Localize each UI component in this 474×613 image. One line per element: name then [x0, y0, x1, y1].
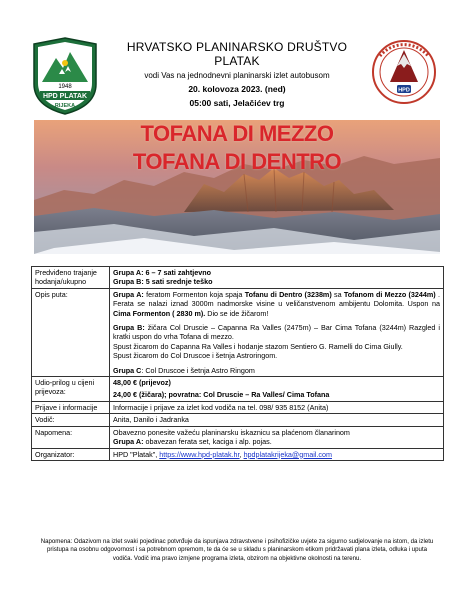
- group-c-paragraph: Grupa C: Col Druscoe i šetnja Astro Ringom: [113, 365, 255, 375]
- note-row: [32, 426, 444, 448]
- price-line-1: 48,00 € (prijevoz): [113, 378, 171, 388]
- signup-value: Informacije i prijave za izlet kod vodiča na tel. 098/ 935 8152 (Anita): [110, 401, 444, 413]
- banner-title-2: TOFANA DI DENTRO: [132, 149, 342, 174]
- svg-text:1948: 1948: [58, 84, 72, 90]
- price-row: [32, 377, 444, 402]
- org-name-2: PLATAK: [214, 54, 260, 68]
- disclaimer-footer: Napomena: Odazivom na izlet svaki pojedinac potvrđuje da ispunjava zdravstvene i psihofizičke uvjete za sigurno sudjelovanje na istom, da izletu pristupa na osobnu odgovornost i sa potrebnom opremom, te da će se u skladu s planinarskom etikom pridržavati plana izleta, odluka i uputa vodiča. Vodič ima pravo izmjene programa izleta, obzirom na objektivne okolnosti na terenu.: [40, 538, 434, 562]
- price-label: Udio-prilog u cijeni prijevoza:: [32, 377, 110, 402]
- trip-time-place: 05:00 sati, Jelačićev trg: [189, 98, 285, 108]
- group-b-line-3: Spust žicarom do Col Druscoe i šetnja Astroringom.: [113, 351, 278, 361]
- duration-group-a: Grupa A: 6 – 7 sati zahtjevno: [113, 268, 211, 277]
- description-value: [110, 288, 444, 376]
- guide-value: Anita, Danilo i Jadranka: [110, 414, 444, 426]
- guide-label: Vodič:: [32, 414, 110, 426]
- duration-label: Predviđeno trajanje hodanja/ukupno: [32, 267, 110, 289]
- note-line-2: Grupa A: obavezan ferata set, kaciga i alp. pojas.: [113, 437, 272, 447]
- org-name: HRVATSKO PLANINARSKO DRUŠTVO: [126, 40, 348, 54]
- svg-text:RIJEKA: RIJEKA: [54, 103, 76, 109]
- trip-date: 20. kolovoza 2023. (ned): [188, 84, 286, 94]
- banner-title-1: TOFANA DI MEZZO: [140, 121, 334, 146]
- price-line-2: 24,00 € (žičara); povratna: Col Druscie – Ra Valles/ Cima Tofana: [113, 390, 330, 400]
- hpd-platak-logo: [30, 36, 100, 116]
- mountain-photo-banner: [34, 120, 440, 254]
- organizer-value: HPD "Platak", https://www.hpd-platak.hr, hpdplatakrijeka@gmail.com: [110, 448, 444, 460]
- description-row: [32, 288, 444, 376]
- duration-group-b: Grupa B: 5 sati srednje teško: [113, 277, 213, 287]
- organizer-label: Organizator:: [32, 448, 110, 460]
- signup-label: Prijave i informacije: [32, 401, 110, 413]
- group-b-paragraph: Grupa B: žičara Col Druscie – Capanna Ra Valles (2475m) – Bar Cima Tofana (3244m) Razgled i kratki uspon do vrha Tofana di mezzo.: [113, 323, 440, 342]
- guide-row: [32, 414, 444, 426]
- signup-row: [32, 401, 444, 413]
- description-label: Opis puta:: [32, 288, 110, 376]
- duration-row: [32, 267, 444, 289]
- invite-text: vodi Vas na jednodnevni planinarski izlet autobusom: [144, 71, 330, 80]
- email-link[interactable]: hpdplatakrijeka@gmail.com: [243, 449, 332, 459]
- header: [110, 40, 364, 109]
- svg-text:HPD: HPD: [398, 87, 410, 94]
- group-a-paragraph: Grupa A: feratom Formenton koja spaja Tofanu di Dentro (3238m) sa Tofanom di Mezzo (3244m) . Ferata se nalazi iznad 3000m nadmorske visine u veličanstvenom ambijentu Dolomita. Uspon na Cima Formenton ( 2830 m). Dio se ide žičarom!: [113, 289, 440, 318]
- note-line-1: Obavezno ponesite važeću planinarsku iskaznicu sa plaćenom članarinom: [113, 427, 350, 437]
- duration-value: [110, 267, 444, 289]
- price-value: [110, 377, 444, 402]
- trip-info-table: [31, 266, 444, 461]
- group-b-line-2: Spust žicarom do Capanna Ra Valles i hodanje stazom Sentiero G. Ramelli do Cima Giully.: [113, 341, 403, 351]
- note-label: Napomena:: [32, 426, 110, 448]
- note-value: [110, 426, 444, 448]
- website-link[interactable]: https://www.hpd-platak.hr: [159, 449, 240, 459]
- organizer-row: [32, 448, 444, 460]
- hpd-emblem-logo: [370, 36, 438, 116]
- svg-text:HPD PLATAK: HPD PLATAK: [42, 93, 88, 100]
